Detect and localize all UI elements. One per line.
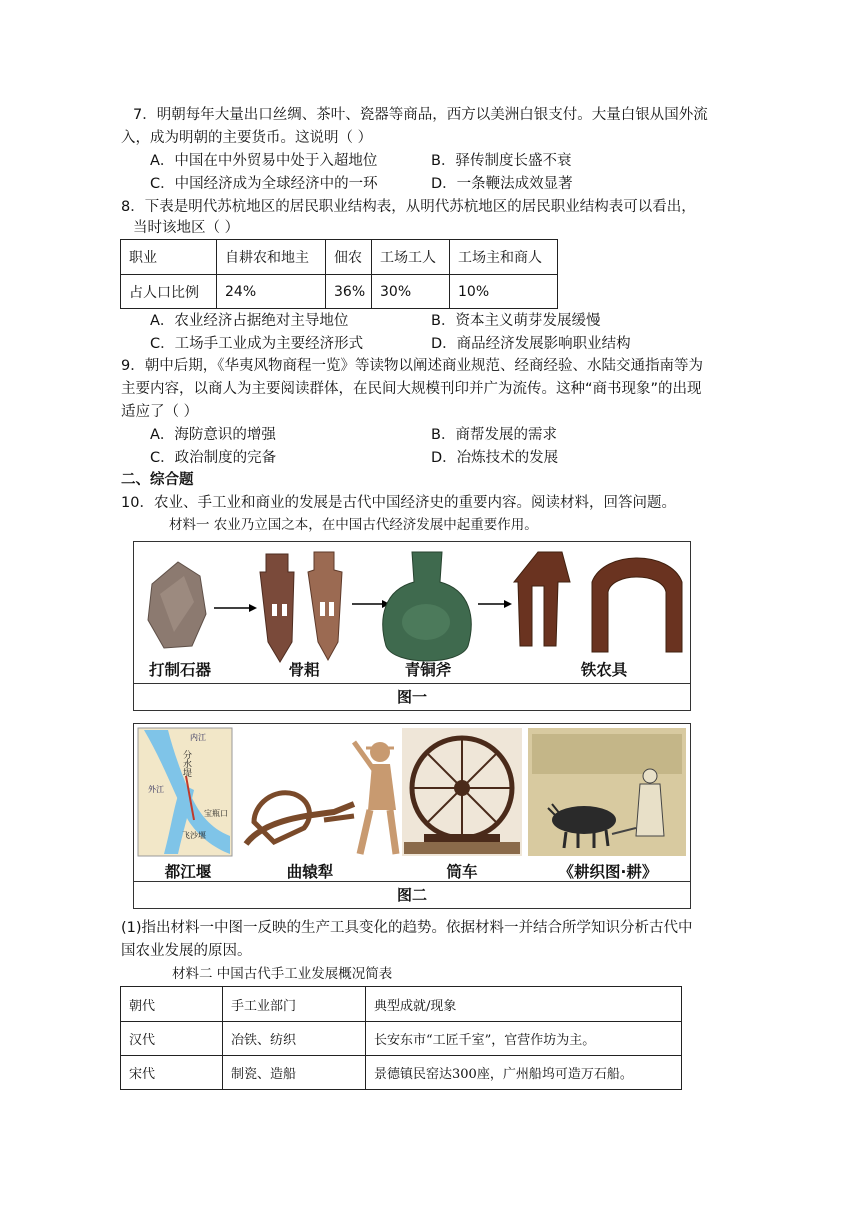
table-header-cell: 工场工人 <box>372 240 450 275</box>
q7-option-c[interactable]: C．中国经济成为全球经济中的一环 <box>150 176 378 192</box>
q7-option-a[interactable]: A．中国在中外贸易中处于入超地位 <box>150 153 378 169</box>
fig1-label-bronze: 青铜斧 <box>404 661 452 679</box>
table-cell: 24% <box>217 275 326 309</box>
table-header-cell: 佃农 <box>326 240 372 275</box>
iron-tool-icon <box>592 558 682 652</box>
fig1-label-bone: 骨耜 <box>288 661 320 679</box>
q9-stem-line2: 主要内容，以商人为主要阅读群体，在民间大规模刊印并广为流传。这种“商书现象”的出现 <box>121 381 702 397</box>
q9-stem-line1: 9．朝中后期，《华夷风物商程一览》等读物以阐述商业规范、经商经验、水陆交通指南等为 <box>121 358 703 374</box>
material2-text: 材料二 中国古代手工业发展概况简表 <box>172 966 393 982</box>
q7-stem-line2: 入，成为明朝的主要货币。这说明（ ） <box>121 130 373 146</box>
table-header-cell: 自耕农和地主 <box>217 240 326 275</box>
table-header-cell: 职业 <box>121 240 217 275</box>
q7-option-b[interactable]: B．驿传制度长盛不衰 <box>431 153 572 169</box>
fig2-label-painting: 《耕织图·耕》 <box>558 863 658 881</box>
table-header-cell: 典型成就/现象 <box>366 987 682 1022</box>
table-cell: 宋代 <box>121 1056 223 1090</box>
table-header-cell: 朝代 <box>121 987 223 1022</box>
figure-1 <box>133 541 691 711</box>
table-cell: 冶铁、纺织 <box>223 1022 366 1056</box>
fig1-label-iron: 铁农具 <box>580 661 628 679</box>
map-text-waijiang: 外江 <box>148 785 164 794</box>
table-cell: 景德镇民窑达300座，广州船坞可造万石船。 <box>366 1056 682 1090</box>
q7-option-d[interactable]: D．一条鞭法成效显著 <box>431 176 573 192</box>
q8-option-a[interactable]: A．农业经济占据绝对主导地位 <box>150 313 349 329</box>
fig2-label-plough: 曲辕犁 <box>286 863 334 881</box>
table-cell: 10% <box>450 275 558 309</box>
q8-stem-line2: 当时该地区（ ） <box>133 220 240 236</box>
map-text-feishayan: 飞沙堰 <box>182 831 206 840</box>
table-cell: 占人口比例 <box>121 275 217 309</box>
farmer-icon <box>370 742 390 762</box>
q9-option-a[interactable]: A．海防意识的增强 <box>150 427 276 443</box>
table-cell: 30% <box>372 275 450 309</box>
q7-stem-line1: 7．明朝每年大量出口丝绸、茶叶、瓷器等商品，西方以美洲白银支付。大量白银从国外流 <box>133 107 708 123</box>
map-text-fenshuidi: 分水堤 <box>181 750 191 777</box>
q8-stem-line1: 8．下表是明代苏杭地区的居民职业结构表，从明代苏杭地区的居民职业结构表可以看出， <box>121 199 696 215</box>
figure-2-illustration <box>134 724 690 882</box>
iron-tool-icon <box>514 552 570 646</box>
map-text-neijiang: 内江 <box>190 733 206 742</box>
table-header-cell: 手工业部门 <box>223 987 366 1022</box>
q10-stem: 10．农业、手工业和商业的发展是古代中国经济史的重要内容。阅读材料，回答问题。 <box>121 495 676 511</box>
table-row <box>121 1022 682 1056</box>
table-header-cell: 工场主和商人 <box>450 240 558 275</box>
table-cell: 36% <box>326 275 372 309</box>
material1-text: 材料一 农业乃立国之本，在中国古代经济发展中起重要作用。 <box>169 517 538 533</box>
handicraft-table <box>120 986 682 1090</box>
occupation-table <box>120 239 558 309</box>
q8-option-d[interactable]: D．商品经济发展影响职业结构 <box>431 336 631 352</box>
map-text-baopingkou: 宝瓶口 <box>204 809 228 818</box>
fig1-label-stone: 打制石器 <box>148 661 211 679</box>
table-row <box>121 1056 682 1090</box>
table-cell: 汉代 <box>121 1022 223 1056</box>
table-cell: 制瓷、造船 <box>223 1056 366 1090</box>
fig2-label-dujiangyan: 都江堰 <box>164 863 212 881</box>
sub-question-1-line2: 国农业发展的原因。 <box>121 943 252 959</box>
table-cell: 长安东市“工匠千室”，官营作坊为主。 <box>366 1022 682 1056</box>
buffalo-icon <box>552 806 616 834</box>
fig2-label-waterwheel: 筒车 <box>446 863 478 881</box>
figure-1-caption: 图一 <box>134 683 690 710</box>
q8-option-b[interactable]: B．资本主义萌芽发展缓慢 <box>431 313 601 329</box>
q9-option-c[interactable]: C．政治制度的完备 <box>150 450 277 466</box>
q9-option-d[interactable]: D．冶炼技术的发展 <box>431 450 559 466</box>
q9-stem-line3: 适应了（ ） <box>121 404 199 420</box>
figure-2-caption: 图二 <box>134 881 690 908</box>
q9-option-b[interactable]: B．商帮发展的需求 <box>431 427 557 443</box>
section-heading: 二、综合题 <box>121 472 194 488</box>
farmer-icon <box>636 784 664 836</box>
sub-question-1-line1: (1)指出材料一中图一反映的生产工具变化的趋势。依据材料一并结合所学知识分析古代中 <box>121 920 693 936</box>
curved-plough-icon <box>246 804 354 844</box>
q8-option-c[interactable]: C．工场手工业成为主要经济形式 <box>150 336 364 352</box>
figure-2 <box>133 723 691 909</box>
